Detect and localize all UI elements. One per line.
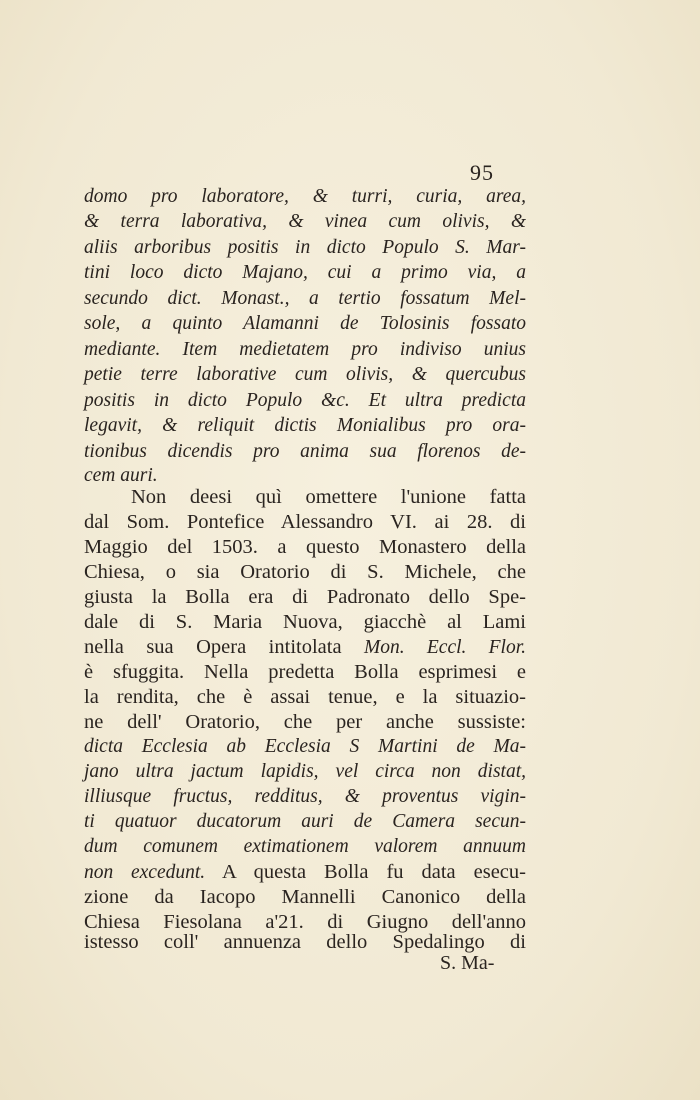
text-line: la rendita, che è assai tenue, e la situazio- <box>84 686 526 708</box>
text-line: dicta Ecclesia ab Ecclesia S Martini de Ma- <box>84 736 526 757</box>
italic-quote-end: non excedunt. <box>84 862 206 883</box>
text-line: tini loco dicto Majano, cui a primo via, a <box>84 262 526 283</box>
text-line: tionibus dicendis pro anima sua florenos de- <box>84 441 526 462</box>
text-line: petie terre laborative cum olivis, & quercubus <box>84 364 526 385</box>
text-line: dale di S. Maria Nuova, giacchè al Lami <box>84 611 526 633</box>
text-line: ti quatuor ducatorum auri de Camera secun- <box>84 811 526 832</box>
text-line: aliis arboribus positis in dicto Populo S. Mar- <box>84 237 526 258</box>
text-line: domo pro laboratore, & turri, curia, area, <box>84 186 526 207</box>
text-line: mediante. Item medietatem pro indiviso unius <box>84 339 526 360</box>
text-line: & terra laborativa, & vinea cum olivis, & <box>84 211 526 232</box>
text-line: ne dell' Oratorio, che per anche sussiste: <box>84 711 526 733</box>
text-line: jano ultra jactum lapidis, vel circa non distat, <box>84 761 526 782</box>
catchword: S. Ma- <box>440 952 495 974</box>
text-line: zione da Iacopo Mannelli Canonico della <box>84 886 526 908</box>
text-line: legavit, & reliquit dictis Monialibus pro ora- <box>84 415 526 436</box>
text-line: Chiesa, o sia Oratorio di S. Michele, che <box>84 561 526 583</box>
text-span: nella sua Opera intitolata <box>84 636 365 658</box>
page-number: 95 <box>470 160 494 185</box>
italic-title: Mon. Eccl. Flor. <box>364 637 526 658</box>
text-line: giusta la Bolla era di Padronato dello Spe- <box>84 586 526 608</box>
text-line: positis in dicto Populo &c. Et ultra predicta <box>84 390 526 411</box>
text-line <box>84 635 526 660</box>
text-line: cem auri. <box>84 465 158 486</box>
text-line: Chiesa Fiesolana a'21. di Giugno dell'anno <box>84 911 526 933</box>
text-line: Non deesi quì omettere l'unione fatta <box>131 486 526 508</box>
text-span: A questa Bolla fu data esecu- <box>205 861 526 883</box>
text-line: Maggio del 1503. a questo Monastero della <box>84 536 526 558</box>
text-line: illiusque fructus, redditus, & proventus vigin- <box>84 786 526 807</box>
text-line <box>84 860 526 885</box>
text-line: è sfuggita. Nella predetta Bolla esprimesi e <box>84 661 526 683</box>
text-line: dum comunem extimationem valorem annuum <box>84 836 526 857</box>
text-line: secundo dict. Monast., a tertio fossatum Mel- <box>84 288 526 309</box>
text-line: sole, a quinto Alamanni de Tolosinis fossato <box>84 313 526 334</box>
text-line: dal Som. Pontefice Alessandro VI. ai 28. di <box>84 511 526 533</box>
text-line: istesso coll' annuenza dello Spedalingo di <box>84 931 526 953</box>
